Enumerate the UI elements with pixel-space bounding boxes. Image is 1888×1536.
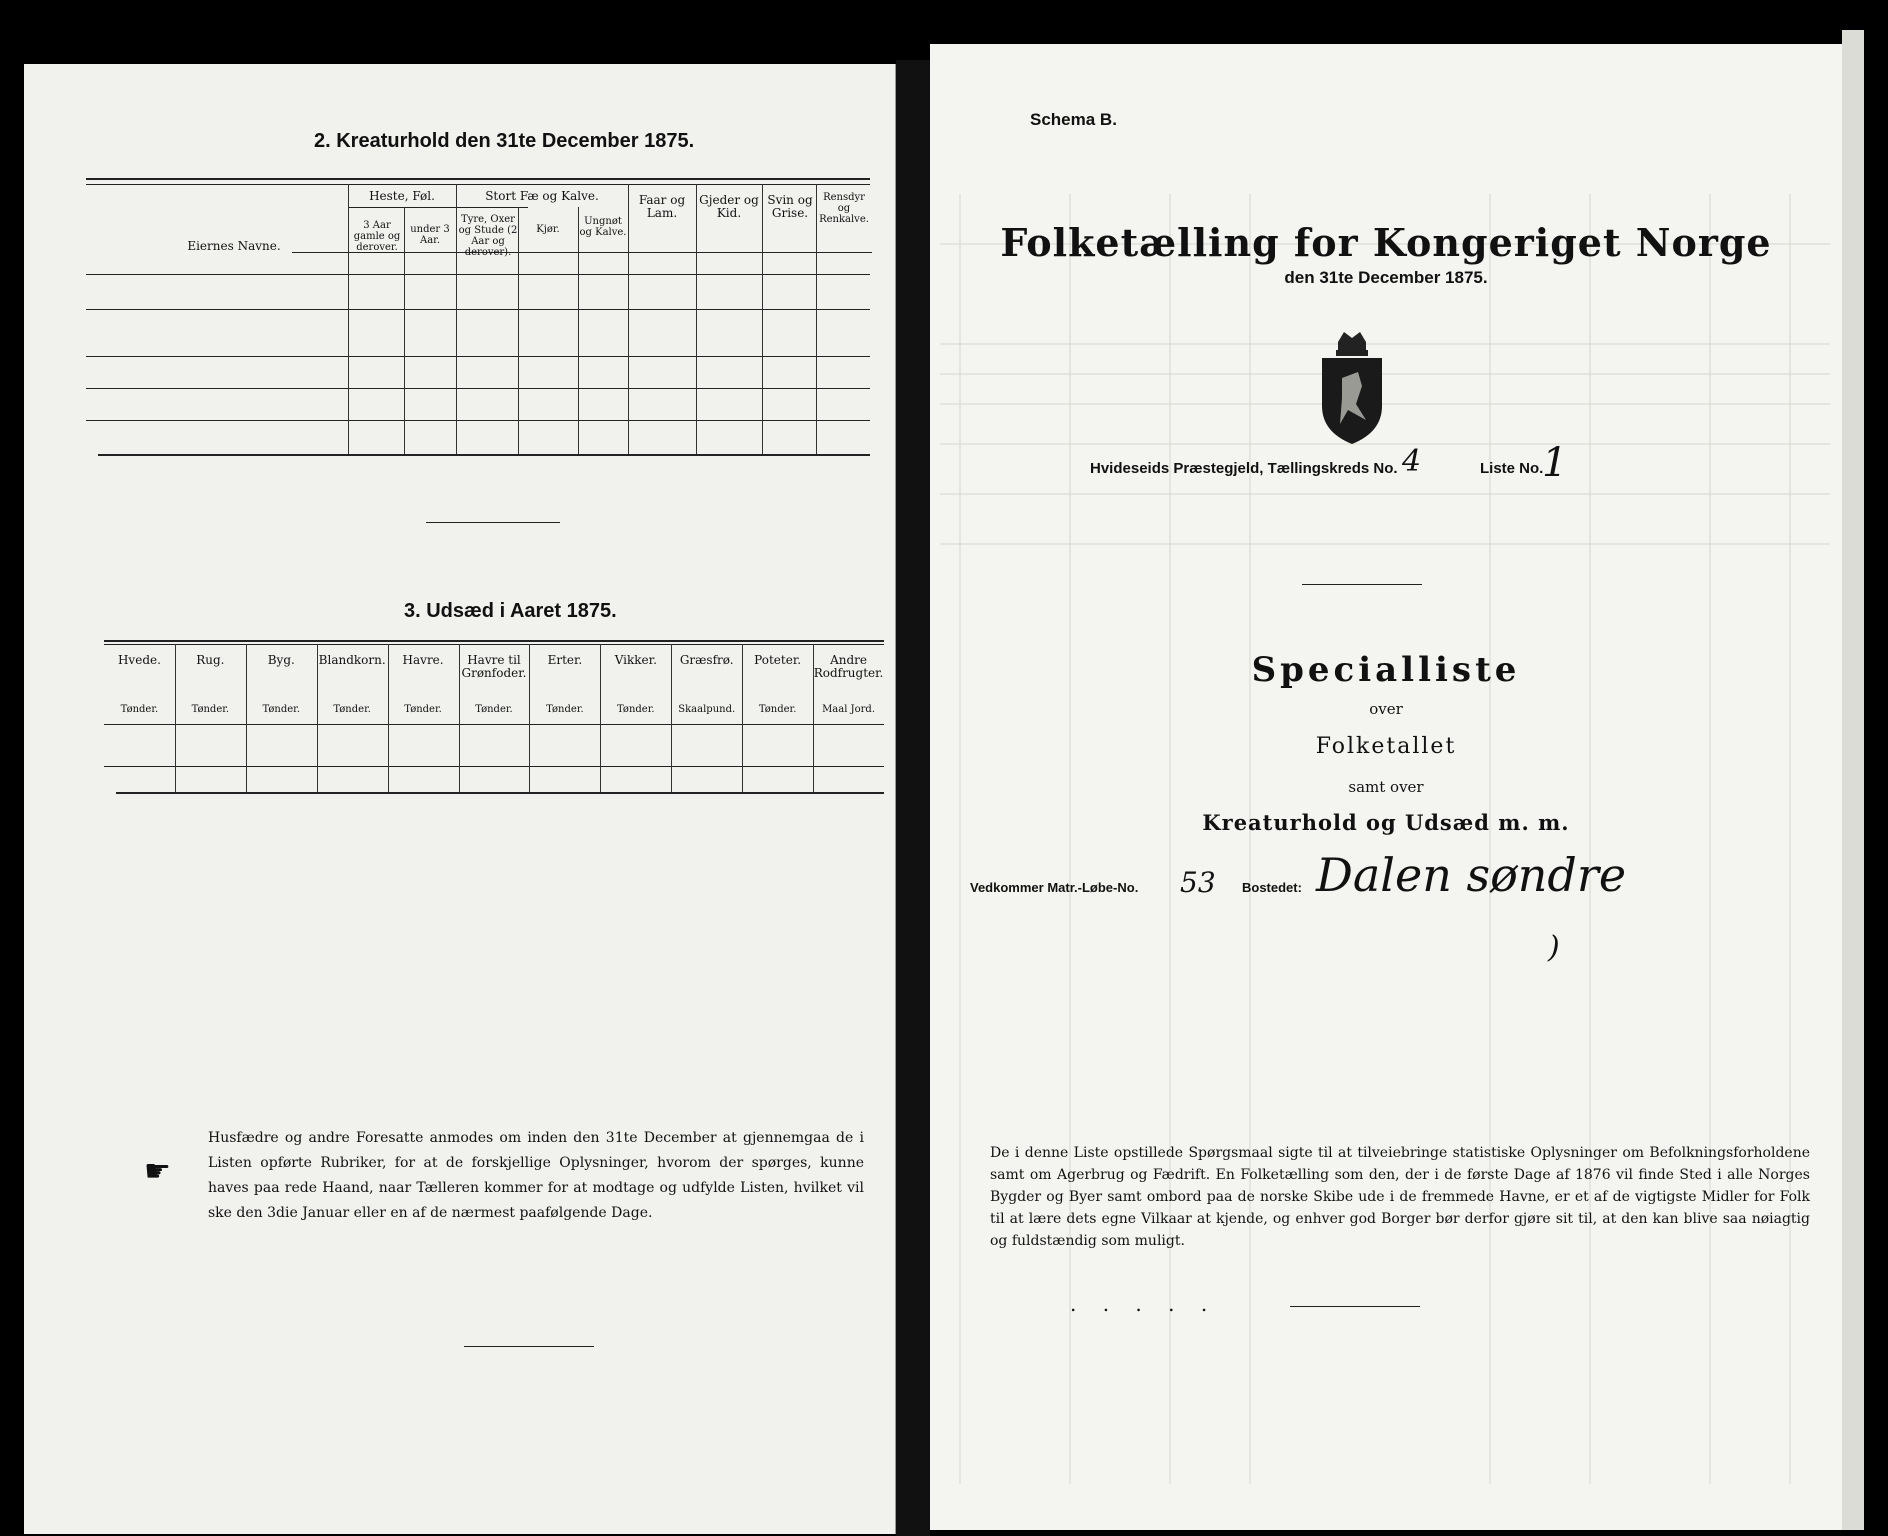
col-reindeer: Rensdyr og Renkalve. xyxy=(819,192,869,225)
left-page xyxy=(24,64,896,1534)
seed-col-name: Havre. xyxy=(402,653,444,667)
divider xyxy=(1302,584,1422,585)
seed-col-name: Græsfrø. xyxy=(679,653,734,667)
seed-col-unit: Tønder. xyxy=(475,704,513,715)
seed-col-unit: Tønder. xyxy=(191,704,230,715)
col-pigs: Svin og Grise. xyxy=(767,193,813,220)
seed-col-name: Andre Rodfrugter. xyxy=(813,653,884,680)
kreaturhold-text: Kreaturhold og Udsæd m. m. xyxy=(1202,810,1570,835)
seed-col-unit: Tønder. xyxy=(617,704,655,715)
seed-col-unit: Skaalpund. xyxy=(678,704,736,715)
pointing-hand-icon: ☛ xyxy=(144,1154,171,1189)
document-title: Folketælling for Kongeriget Norge xyxy=(1000,220,1772,265)
info-paragraph: De i denne Liste opstillede Spørgsmaal sigte til at tilveiebringe statistiske Oplysninger om Befolkningsforholdene samt om Agerbrug og Fædrift. En Folketælling som den, der i de første Dage af 1876 vil finde Sted i alle Norges Bygder og Byer samt ombord paa de norske Skibe ude i de fremmede Havne, er et af de vigtigste Midler for Folk til at lære dets egne Vilkaar at kjende, og enhver god Borger bør derfor gjøre sit til, at den kan blive saa nøiagtig og fuldstændig som muligt. xyxy=(990,1145,1810,1249)
tellingskreds-value: 4 xyxy=(1402,444,1422,479)
bosted-label: Bostedet: xyxy=(1242,880,1302,895)
seed-col-unit: Tønder. xyxy=(758,704,797,715)
col-cattle-young: Ungnøt og Kalve. xyxy=(579,216,627,238)
signature-line xyxy=(1290,1306,1420,1307)
handwritten-mark: ) xyxy=(1548,930,1560,965)
instructions-notice: Husfædre og andre Foresatte anmodes om inden den 31te December at gjennemgaa de i Listen opførte Rubriker, for at de forskjellige Oplysninger, hvorom der spørges, kunne haves paa rede Haand, naar Tælleren kommer for at modtage og udfylde Listen, hvilket vil ske den 3die Januar eller en af de nærmest paafølgende Dage. xyxy=(208,1130,864,1221)
col-cattle-bulls: Tyre, Oxer og Stude (2 Aar og derover). xyxy=(458,214,518,258)
seed-col-name: Havre til Grønfoder. xyxy=(461,653,527,680)
seed-col-name: Byg. xyxy=(267,653,295,667)
seed-col-unit: Tønder. xyxy=(333,704,371,715)
seed-col-name: Poteter. xyxy=(754,653,802,667)
census-date: den 31te December 1875. xyxy=(1284,268,1488,287)
col-horses-under3: under 3 Aar. xyxy=(410,224,450,246)
section2-title: 2. Kreaturhold den 31te December 1875. xyxy=(314,130,695,152)
page-edges xyxy=(1842,30,1864,1530)
seed-col-unit: Tønder. xyxy=(546,704,584,715)
col-cattle-cows: Kjør. xyxy=(536,224,560,235)
over-text: over xyxy=(1369,700,1403,718)
coat-of-arms-icon xyxy=(1312,328,1392,448)
book-gutter xyxy=(896,60,930,1536)
bosted-value: Dalen søndre xyxy=(1316,848,1627,902)
seed-col-name: Erter. xyxy=(547,653,583,667)
matr-label: Vedkommer Matr.-Løbe-No. xyxy=(970,880,1139,895)
parish-label: Hvideseids Præstegjeld, Tællingskreds No. xyxy=(1090,460,1398,477)
seed-col-name: Rug. xyxy=(196,653,225,667)
col-goats: Gjeder og Kid. xyxy=(699,193,759,220)
seed-col-unit: Tønder. xyxy=(262,704,301,715)
matr-value: 53 xyxy=(1180,866,1216,899)
col-cattle: Stort Fæ og Kalve. xyxy=(485,189,599,203)
seed-col-unit: Maal Jord. xyxy=(822,704,875,715)
specialliste-title: Specialliste xyxy=(1251,650,1521,690)
right-page xyxy=(930,44,1842,1530)
col-horses-3yr: 3 Aar gamle og derover. xyxy=(353,220,401,253)
samt-over-text: samt over xyxy=(1348,778,1424,796)
liste-label: Liste No. xyxy=(1480,460,1544,477)
schema-label: Schema B. xyxy=(1030,110,1117,129)
seed-col-name: Blandkorn. xyxy=(318,653,386,667)
seed-col-unit: Tønder. xyxy=(404,704,442,715)
liste-value: 1 xyxy=(1542,440,1568,486)
dotted-line: . . . . . xyxy=(1070,1292,1218,1316)
col-owner-names: Eiernes Navne. xyxy=(187,239,281,253)
col-horses: Heste, Føl. xyxy=(369,189,435,203)
divider xyxy=(426,522,560,523)
seed-col-unit: Tønder. xyxy=(120,704,159,715)
col-sheep: Faar og Lam. xyxy=(638,193,686,220)
seed-col-name: Vikker. xyxy=(614,653,657,667)
seed-col-name: Hvede. xyxy=(117,653,161,667)
section3-title: 3. Udsæd i Aaret 1875. xyxy=(404,600,617,622)
divider xyxy=(464,1346,594,1347)
folketallet-text: Folketallet xyxy=(1315,734,1457,759)
